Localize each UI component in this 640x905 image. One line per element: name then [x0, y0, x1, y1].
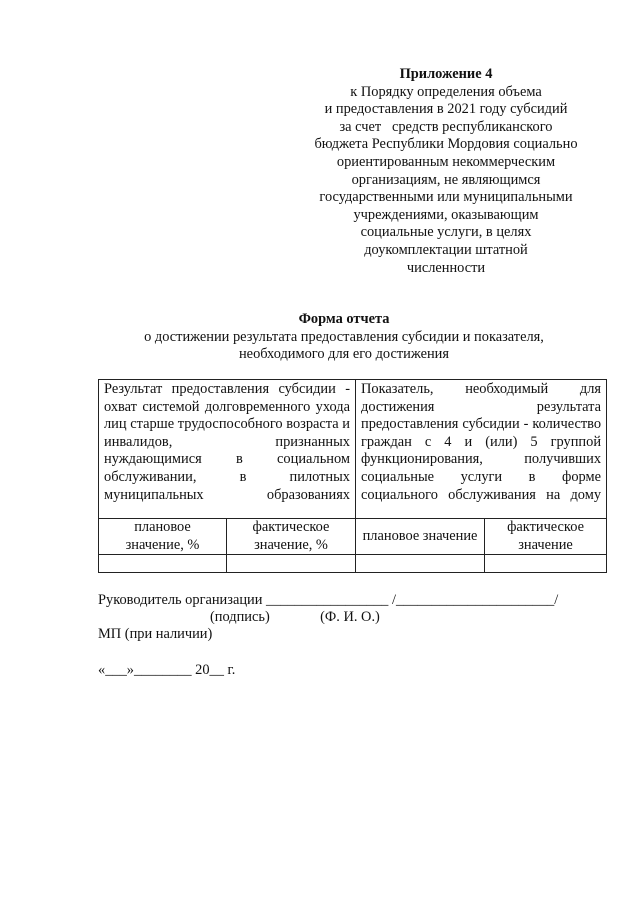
value-cell[interactable] [356, 555, 485, 573]
value-cell[interactable] [485, 555, 607, 573]
appendix-line: и предоставления в 2021 году субсидий [324, 101, 568, 118]
indicator-description: Показатель, необходимый для достижения результата предоставления субсидии - количество граждан с 4 и (или) 5 группой функционирования, получивших социальные услуги в форме социального обслуживания на дому [361, 381, 602, 503]
appendix-line: за счет средств республиканского [339, 118, 553, 135]
appendix-line: государственными или муниципальными [319, 189, 573, 206]
report-table [98, 379, 607, 573]
date-line: «___»________ 20__ г. [98, 662, 236, 678]
result-description: Результат предоставления субсидии - охват системой долговременного ухода лиц старше трудоспособного возраста и инвалидов, признанных нуждающимися в социальном обслуживании, в пилотных муниципальных образованиях [104, 381, 351, 503]
form-subtitle-line: о достижении результата предоставления субсидии и показателя, [144, 328, 544, 345]
indicator-description-cell [356, 380, 607, 519]
appendix-line: организациям, не являющимся [351, 171, 541, 188]
stamp-line: МП (при наличии) [98, 626, 213, 642]
appendix-line: численности [406, 259, 486, 276]
head-signature-line: Руководитель организации _________________ /______________________/ [98, 592, 559, 608]
appendix-line: к Порядку определения объема [350, 83, 542, 100]
signature-captions: (подпись) (Ф. И. О.) [210, 609, 380, 625]
appendix-line: учреждениями, оказывающим [353, 206, 539, 223]
column-header: фактическое значение, % [227, 519, 356, 555]
appendix-line: ориентированным некоммерческим [336, 153, 556, 170]
form-subtitle-line: необходимого для его достижения [238, 346, 449, 363]
column-header: плановое значение, % [99, 519, 227, 555]
table-row [99, 555, 607, 573]
table-row [99, 519, 607, 555]
column-header: плановое значение [356, 519, 485, 555]
appendix-block [300, 66, 592, 277]
form-heading [96, 311, 592, 364]
appendix-line: бюджета Республики Мордовия социально [314, 136, 578, 153]
appendix-line: доукомплектации штатной [364, 241, 528, 258]
value-cell[interactable] [227, 555, 356, 573]
result-description-cell [99, 380, 356, 519]
table-row [99, 380, 607, 519]
appendix-line: социальные услуги, в целях [360, 224, 532, 241]
form-title: Форма отчета [298, 311, 390, 327]
appendix-title: Приложение 4 [399, 66, 493, 82]
value-cell[interactable] [99, 555, 227, 573]
column-header: фактическое значение [485, 519, 607, 555]
